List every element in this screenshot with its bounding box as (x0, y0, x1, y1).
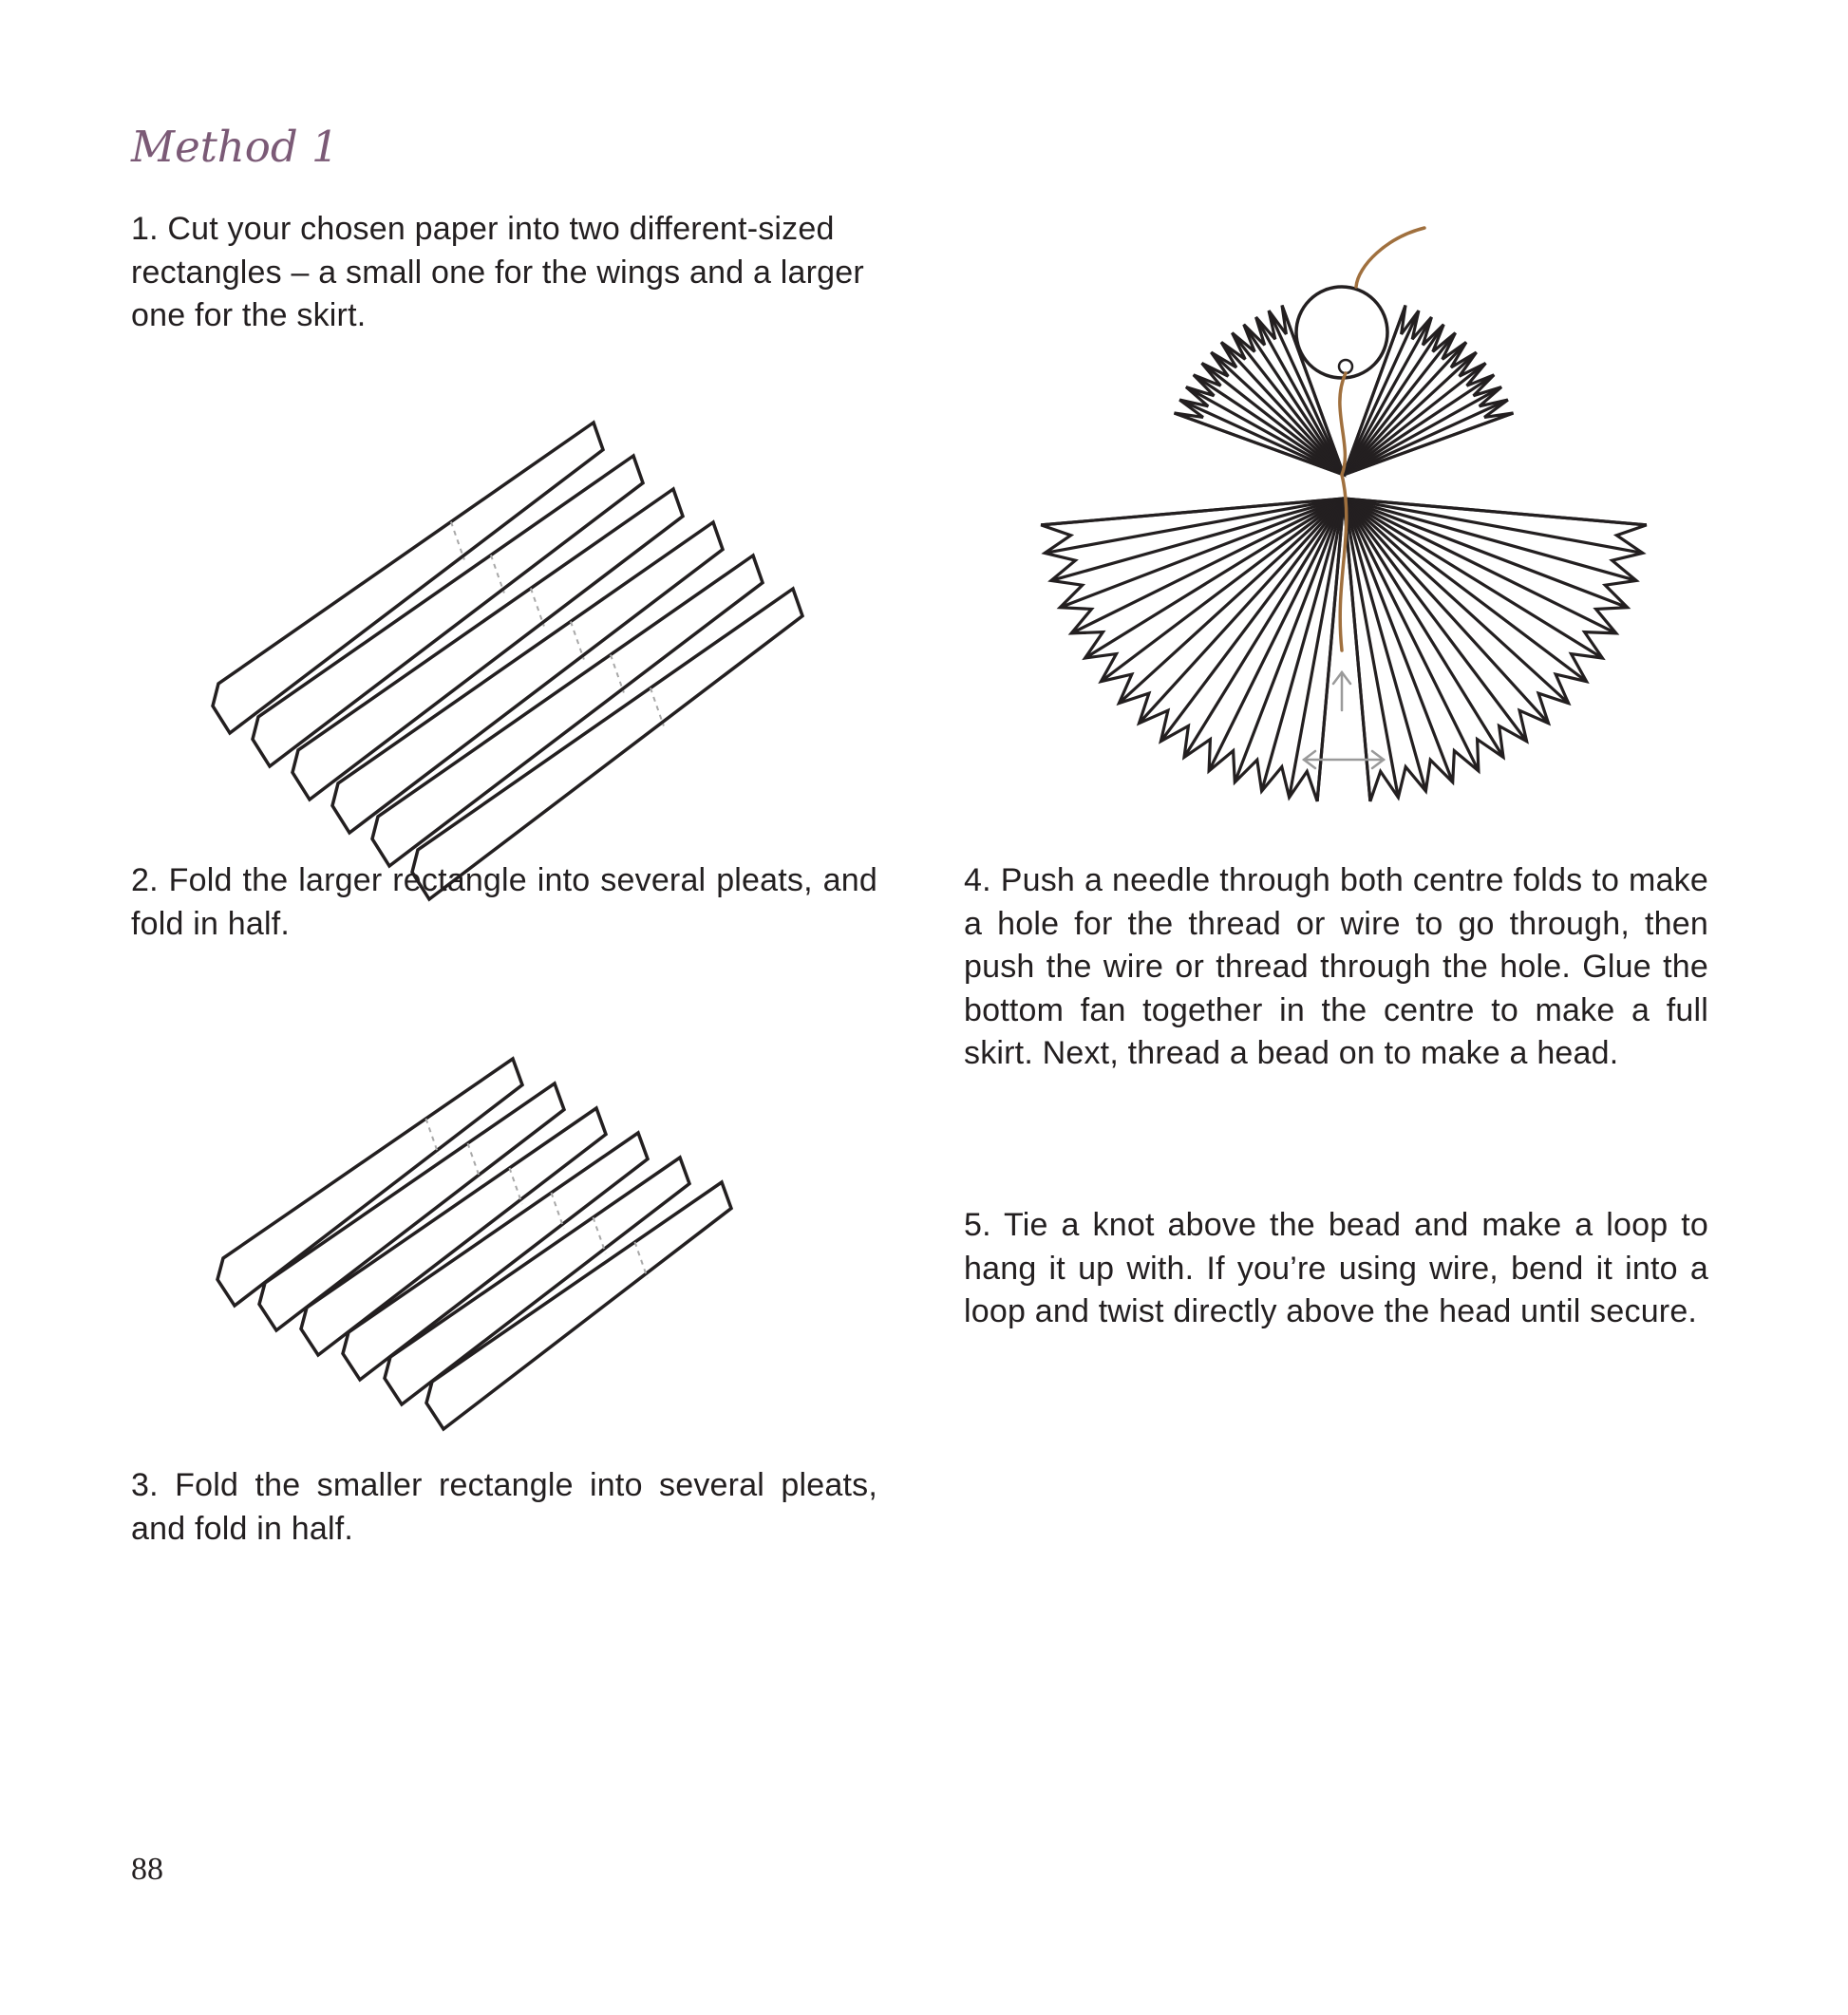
skirt-left (1041, 499, 1344, 801)
large-pleated-rectangle-illustration (204, 413, 812, 812)
pleat-group (213, 423, 802, 899)
step-5-text: 5. Tie a knot above the bead and make a loop to hang it up with. If you’re using wire, bend it into a loop and twist directly above the head until secure. (964, 1207, 1708, 1329)
section-heading: Method 1 (131, 122, 339, 172)
step-1-text: 1. Cut your chosen paper into two different-sized rectangles – a small one for the wings and a larger one for the skirt. (131, 211, 864, 333)
step-2-text: 2. Fold the larger rectangle into several pleats, and fold in half. (131, 862, 877, 942)
small-pleated-rectangle-illustration (204, 1049, 736, 1410)
paper-angel-illustration (1007, 218, 1681, 788)
bead-head (1296, 287, 1387, 378)
step-4-text: 4. Push a needle through both centre folds to make a hole for the thread or wire to go through, then push the wire or thread through the hole. Glue the bottom fan together in the centre to make a full skirt. Next, thread a bead on to make a head. (964, 862, 1708, 1071)
step-3-text: 3. Fold the smaller rectangle into several pleats, and fold in half. (131, 1467, 877, 1547)
skirt-right (1344, 499, 1647, 801)
wire-loop-top (1356, 228, 1424, 287)
page-number: 88 (131, 1852, 163, 1887)
pleat-group (217, 1059, 731, 1429)
